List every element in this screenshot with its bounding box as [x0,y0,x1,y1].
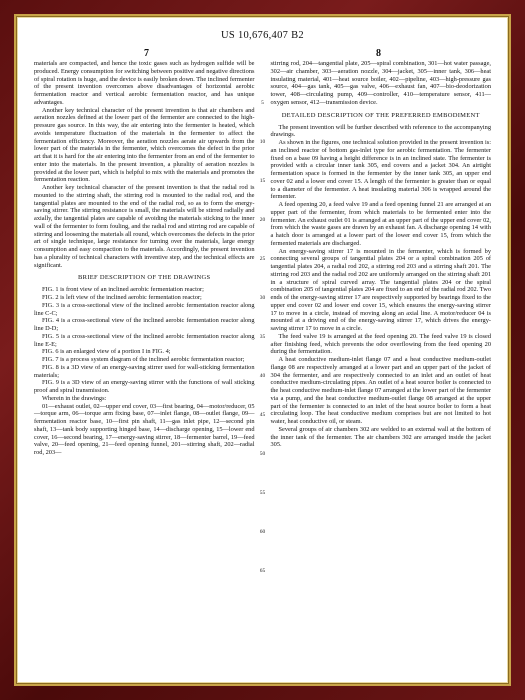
line-number: 60 [259,529,266,535]
line-number: 25 [259,256,266,262]
line-number: 5 [261,100,264,106]
left-column-number: 7 [144,48,149,59]
patent-page [18,18,507,682]
right-paragraph: An energy-saving stirrer 17 is mounted in the fermenter, which is formed by connecting several groups of tangential plates 204 or a spiral combination 205 of tangential plates 204, a radial rod 202, a stirring rod 203 and a stirring shaft 201. The stirring rod 203 and the radial rod 202 are uniformly arranged on the stirring shaft 201 in a structure of spiral curved array. The tangential plates 204 or the spiral combination 205 of tangential plates 204 are fixed to an end of the radial rod 202. Two ends of the energy-saving stirrer 17 are respectively supported by bearings fixed to the upper end cover 02 and lower end cover 15, which ensures the energy-saving stirrer 17 to move in a circle, instead of moving along an axial line. A motor/reducer 04 is mounted at a driving end of the energy-saving stirrer 17, which drives the energy-saving stirrer 17 to move in a circle. [270,247,491,332]
right-paragraph: As shown in the figures, one technical solution provided in the present invention is: an inclined reactor of bottom gas-inlet type for aerobic fermentation. The fermenter fixed on a base 09 having a height difference is in an inclined state. The fermenter is provided with a circular inner tank 305, end covers and a jacket 304. An airtight fermentation space is formed in the fermenter by the inner tank 305, an upper end cover 02 and a lower end cover 15. A length of the fermenter is greater than or equal to a diameter of the fermenter. A heat insulating material 306 is wrapped around the fermenter. [270,139,491,201]
left-paragraph: Another key technical character of the present invention is that air chambers and aeration nozzles defined at the lower part of the fermenter are connected to the high-pressure gas source. In this way, the air entering into the fermenter is heated, which avoids temperature fluctuation of the materials in the fermenter to affect the fermentation efficiency. Moreover, the aeration nozzles aerate air upwards from the lower part of the materials in the fermenter, which overcomes the defect in the prior art that it is hard for the air entering into the fermenter from an end of the fermenter to enter into the materials. In the present invention, a plurality of aeration nozzles is provided at the lower part, which is helpful to mix with the materials and promotes the fermentation reaction. [34,106,255,184]
fig-description: FIG. 7 is a process system diagram of the inclined aerobic fermentation reactor; [42,356,245,363]
left-paragraph: Another key technical character of the present invention is that the radial rod is mounted to the stirring shaft, the stirring rod is mounted to the radial rod, and the tangential plates are mounted to the end of the radial rod, so as to form the energy-saving stirrer. The stirring resistance is small, the materials will be stirred radially and axially, the tangential plates are capable of avoiding the materials sticking to the inner wall of the fermenter to form fouling, and the radial rod and stirring rod are capable of stirring and loosening the materials all round, which overcomes the defects in the prior art of single technique, large resistance for turning over the materials, large energy consumption and easy compaction to the materials. Accordingly, the present invention has a plurality of technical characters with inventive step, and the technical effects are significant. [34,184,255,269]
patent-number: US 10,676,407 B2 [221,30,304,41]
line-number: 50 [259,451,266,457]
right-paragraph: The present invention will be further described with reference to the accompanying drawings. [270,123,491,139]
section-heading-drawings: BRIEF DESCRIPTION OF THE DRAWINGS [78,274,211,282]
line-number: 65 [259,568,266,574]
right-paragraph: A feed opening 20, a feed valve 19 and a feed opening funnel 21 are arranged at an upper part of the fermenter, from which materials to be fermented enter into the fermenter. An exhaust outlet 01 is arranged at an upper part of the upper end cover 02, from which the waste gases are drawn by an exhaust fan. A discharge opening 14 with a hatch door is arranged at a lower part of the lower end cover 15, from which the fermented materials are discharged. [270,201,491,247]
right-paragraph: The feed valve 19 is arranged at the feed opening 20. The feed valve 19 is closed after finishing feed, which prevents the odor overflowing from the feed opening 20 during the fermentation. [270,332,491,356]
fig-description: FIG. 3 is a cross-sectional view of the inclined aerobic fermentation reactor along line C-C; [34,301,255,317]
line-number-gutter [255,60,271,574]
fig-description: FIG. 1 is front view of an inclined aerobic fermentation reactor; [42,286,204,294]
column-numbers [34,44,491,58]
line-number: 15 [259,178,266,184]
wherein-label: Wherein in the drawings: [42,394,107,402]
fig-description: FIG. 4 is a cross-sectional view of the inclined aerobic fermentation reactor along line D-D; [34,317,255,332]
fig-description: FIG. 8 is a 3D view of an energy-saving stirrer used for wall-sticking fermentation materials; [34,363,255,379]
right-legend-continued: stirring rod, 204—tangential plate, 205—spiral combination, 301—hot water passage, 302—air chamber, 303—aeration nozzle, 304—jacket, 305—inner tank, 306—heat insulating material, 401—heat source boiler, 402—pipeline, 403—high-pressure gas source, 404—gas tank, 405—gas valve, 406—exhaust fan, 407—bio-deodorization tower, 408—circulating pump, 409—controller, 410—temperature sensor, 411—oxygen sensor, 412—transmission device. [270,60,491,106]
drawing-legend: 01—exhaust outlet, 02—upper end cover, 03—first bearing, 04—motor/reducer, 05—torque arm, 06—torque arm fixing base, 07—inlet flange, 08—outlet flange, 09—fermentation reactor base, 10—first pin shaft, 11—gas inlet pipe, 12—second pin shaft, 13—tank body supporting hinged base, 14—discharge opening, 15—lower end cover, 16—second bearing, 17—energy-saving stirrer, 18—fermenter barrel, 19—feed valve, 20—feed opening, 21—feed opening funnel, 201—stirring shaft, 202—radial rod, 203— [34,402,255,456]
text-columns [34,60,491,574]
frame-border [14,14,511,686]
left-paragraph: materials are compacted, and hence the toxic gases such as hydrogen sulfide will be produced. Energy consumption for switching between positive and negative directions of spiral rotation is huge, and the device is easily broken down. The inclined fermenter of the present invention overcomes above disadvantages of horizontal aerobic fermentation reactor and vertical aerobic fermentation reactor, and has unique advantages. [34,60,255,106]
right-column-number: 8 [376,48,381,59]
line-number: 30 [259,295,266,301]
left-column [34,60,255,457]
section-heading-detailed-description: DETAILED DESCRIPTION OF THE PREFERRED EMBODIMENT [281,111,480,119]
right-paragraph: A heat conductive medium-inlet flange 07 and a heat conductive medium-outlet flange 08 are respectively arranged at a lower part and an upper part of the jacket of 304 the fermenter, and are respectively connected to an inlet and an outlet of heat conductive medium-circulating pipes. An outlet of a heat source boiler is connected to the heat conductive medium-inlet flange 07 arranged at the lower part of the fermenter via a pump, and the heat conductive medium-outlet flange 08 arranged at the upper part of the fermenter is connected to an inlet of the heat source boiler to form a heat circulating loop. The heat conductive medium comprises but are not limited to hot water, heat conductive oil, or steam. [270,356,491,425]
line-number: 45 [259,412,266,418]
right-column [271,60,492,457]
fig-description: FIG. 9 is a 3D view of an energy-saving stirrer with the functions of wall sticking proof and spiral transmission. [34,379,255,394]
right-paragraph: Several groups of air chambers 302 are welded to an external wall at the bottom of the inner tank of the fermenter. The air chambers 302 are arranged inside the jacket 305. [270,425,491,449]
fig-description: FIG. 2 is left view of the inclined aerobic fermentation reactor; [42,294,202,301]
line-number: 10 [259,139,266,145]
fig-description: FIG. 5 is a cross-sectional view of the inclined aerobic fermentation reactor along line E-E; [34,332,255,348]
line-number: 40 [259,373,266,379]
line-number: 20 [259,217,266,223]
line-number: 55 [259,490,266,496]
line-number: 35 [259,334,266,340]
fig-description: FIG. 6 is an enlarged view of a portion I in FIG. 4; [42,348,171,356]
